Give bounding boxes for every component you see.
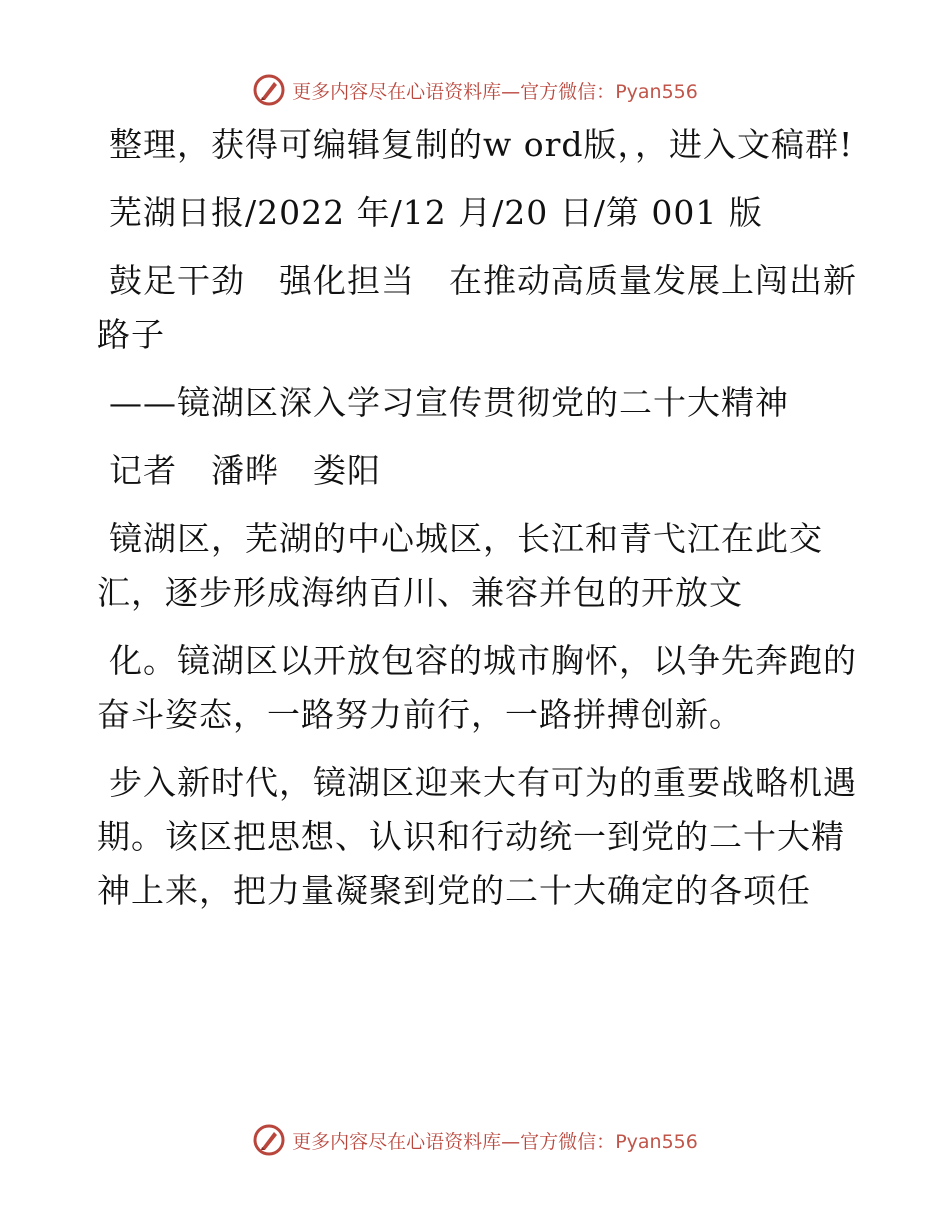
paragraph-3: 步入新时代，镜湖区迎来大有可为的重要战略机遇期。该区把思想、认识和行动统一到党的二十大精神上来，把力量凝聚到党的二十大确定的各项任 [97, 763, 857, 910]
headline: 鼓足干劲 强化担当 在推动高质量发展上闯出新路子 [97, 261, 857, 354]
watermark-text [292, 77, 698, 104]
paragraph-2: 化。镜湖区以开放包容的城市胸怀，以争先奔跑的奋斗姿态，一路努力前行，一路拼搏创新。 [97, 641, 857, 734]
watermark-text [292, 1127, 698, 1154]
paragraph-1: 镜湖区，芜湖的中心城区，长江和青弋江在此交汇，逐步形成海纳百川、兼容并包的开放文 [97, 519, 823, 612]
watermark-title: 更多内容尽在心语资料库 [292, 80, 502, 103]
watermark-wechat-id: Pyan556 [615, 1130, 698, 1153]
subheadline: ——镜湖区深入学习宣传贯彻党的二十大精神 [109, 383, 789, 422]
watermark-wechat-label: 官方微信： [520, 1130, 616, 1153]
watermark-dash: — [501, 80, 521, 103]
footer-watermark [0, 1120, 950, 1160]
watermark-wechat-id: Pyan556 [615, 80, 698, 103]
byline: 记者 潘晔 娄阳 [109, 451, 381, 490]
dateline: 芜湖日报/2022 年/12 月/20 日/第 001 版 [109, 193, 763, 232]
intro-paragraph: 整理，获得可编辑复制的w ord版，，进入文稿群! [109, 125, 854, 164]
watermark-dash: — [501, 1130, 521, 1153]
header-watermark [0, 70, 950, 110]
pen-logo-icon [252, 1123, 286, 1157]
watermark-wechat-label: 官方微信： [520, 80, 616, 103]
pen-logo-icon [252, 73, 286, 107]
document-body [97, 118, 857, 932]
watermark-title: 更多内容尽在心语资料库 [292, 1130, 502, 1153]
